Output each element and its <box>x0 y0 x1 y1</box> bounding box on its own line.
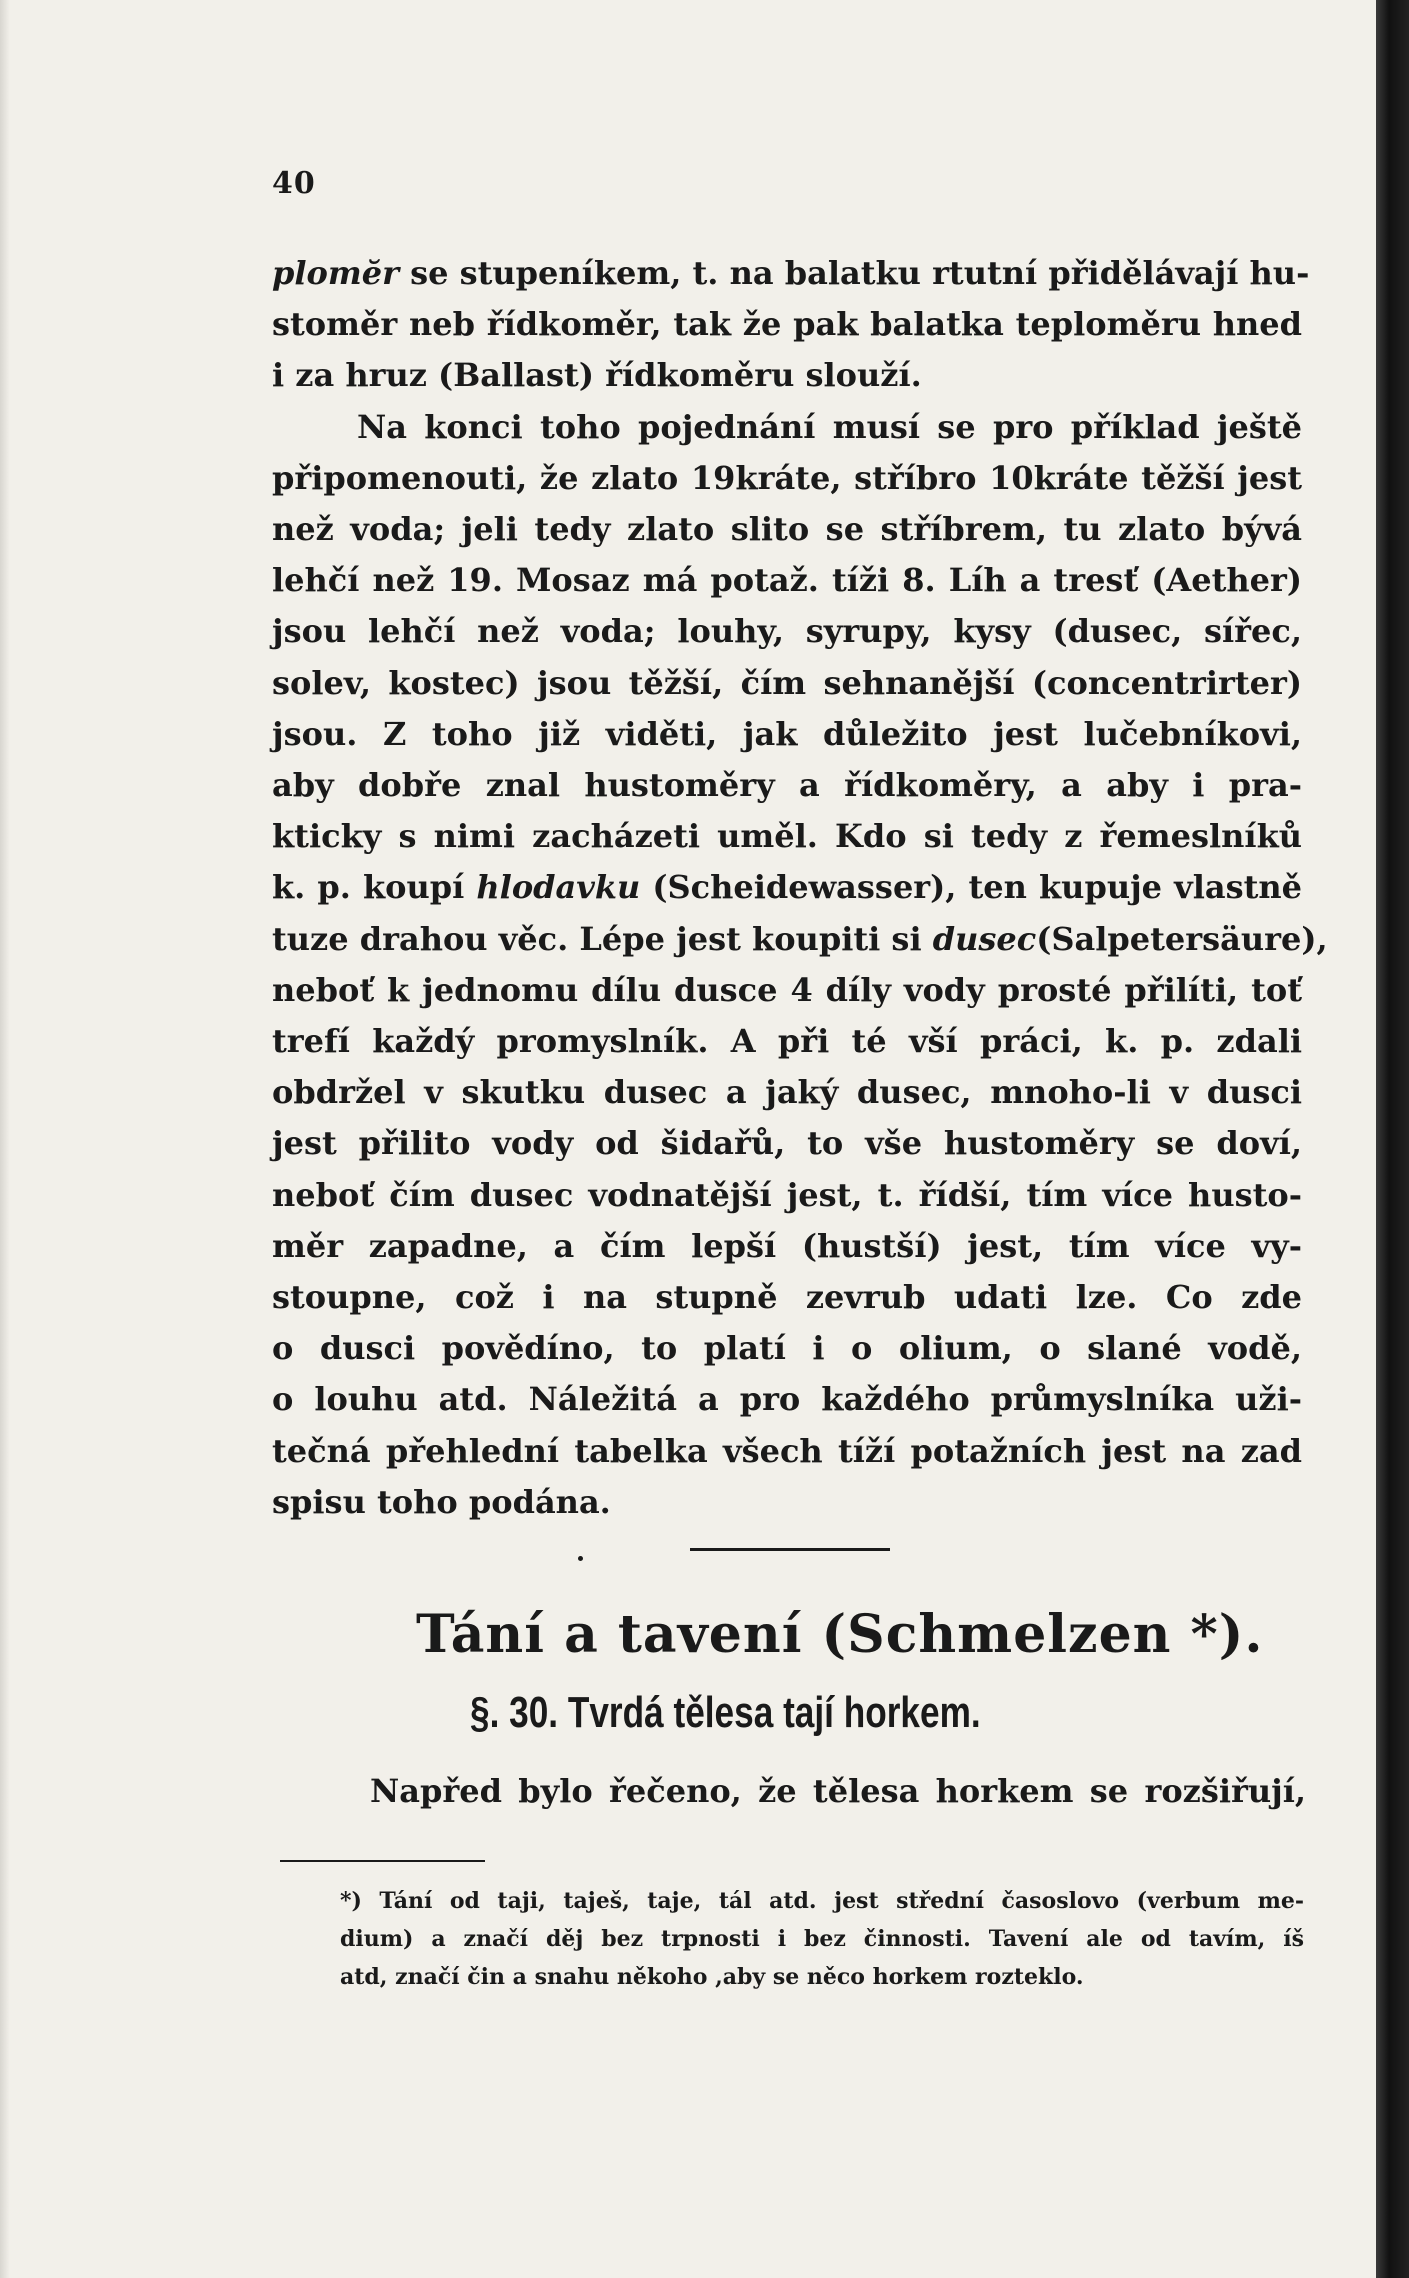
paragraph-2 <box>272 402 1328 1528</box>
body-text <box>272 248 1328 1528</box>
paragraph-1 <box>272 248 1310 402</box>
footnote <box>340 1882 1304 1996</box>
footnote-line: atd, značí čin a snahu někoho ,aby se něco horkem rozteklo. <box>340 1964 1084 1990</box>
text-line: neboť čím dusec vodnatější jest, t. řídší, tím více husto- <box>272 1175 1302 1214</box>
italic-term: hlodavku <box>476 868 641 907</box>
text-line: o dusci povědíno, to platí i o olium, o slané vodě, <box>272 1329 1302 1368</box>
text-line: plomĕr se stupeníkem, t. na balatku rtutní přidělávají hu- <box>272 254 1310 292</box>
italic-term: plomĕr <box>272 254 399 292</box>
footnote-line: dium) a značí děj bez trpnosti i bez činnosti. Tavení ale od tavím, íš <box>340 1926 1304 1952</box>
text-line: spisu toho podána. <box>272 1482 611 1521</box>
text-line: připomenouti, že zlato 19kráte, stříbro 10kráte těžší jest <box>272 458 1302 497</box>
section-heading: §. 30. Tvrdá tělesa tají horkem. <box>470 1688 981 1737</box>
ink-dot <box>578 1556 583 1561</box>
text-line: Na konci toho pojednání musí se pro příklad ještě <box>357 407 1302 446</box>
text-line: stoměr neb řídkoměr, tak že pak balatka teploměru hned <box>272 305 1302 344</box>
text-line: tuze drahou věc. Lépe jest koupiti si dusec(Salpetersäure), <box>272 919 1328 958</box>
text-line: solev, kostec) jsou těžší, čím sehnanější (concentrirter) <box>272 663 1302 702</box>
section-title: Tání a tavení (Schmelzen *). <box>416 1604 1264 1665</box>
text-line: jsou. Z toho již viděti, jak důležito jest lučebníkovi, <box>272 714 1302 753</box>
text-line: neboť k jednomu dílu dusce 4 díly vody prosté přilíti, toť <box>272 970 1302 1009</box>
footnote-line: *) Tání od taji, taješ, taje, tál atd. jest střední časoslovo (verbum me- <box>340 1888 1304 1914</box>
page-right-edge <box>1376 0 1409 2278</box>
text-line: měr zapadne, a čím lepší (hustší) jest, tím více vy- <box>272 1226 1302 1265</box>
page-number: 40 <box>272 166 316 201</box>
text-line: obdržel v skutku dusec a jaký dusec, mnoho-li v dusci <box>272 1073 1302 1112</box>
text-line: stoupne, což i na stupně zevrub udati lze. Co zde <box>272 1278 1302 1317</box>
text-line: jsou lehčí než voda; louhy, syrupy, kysy (dusec, sířec, <box>272 612 1302 651</box>
text-line: tečná přehlední tabelka všech tíží potažních jest na zad <box>272 1431 1302 1470</box>
text-line: jest přilito vody od šidařů, to vše hustoměry se doví, <box>272 1124 1302 1163</box>
text-line: lehčí než 19. Mosaz má potaž. tíži 8. Líh a tresť (Aether) <box>272 561 1302 600</box>
text-line: i za hruz (Ballast) řídkoměru slouží. <box>272 356 922 395</box>
footnote-rule <box>280 1860 485 1862</box>
section-divider <box>690 1548 890 1551</box>
intro-line: Napřed bylo řečeno, že tělesa horkem se rozšiřují, <box>370 1772 1306 1810</box>
text-line: k. p. koupí hlodavku (Scheidewasser), ten kupuje vlastně <box>272 868 1303 907</box>
italic-term: dusec <box>932 919 1037 958</box>
text-line: o louhu atd. Náležitá a pro každého průmyslníka uži- <box>272 1380 1302 1419</box>
text-line: kticky s nimi zacházeti uměl. Kdo si tedy z řemeslníků <box>272 817 1302 856</box>
text-line: aby dobře znal hustoměry a řídkoměry, a aby i pra- <box>272 766 1302 805</box>
page-left-edge <box>0 0 10 2278</box>
text-line: trefí každý promyslník. A při té vší práci, k. p. zdali <box>272 1022 1302 1061</box>
text-line: než voda; jeli tedy zlato slito se stříbrem, tu zlato bývá <box>272 510 1302 549</box>
